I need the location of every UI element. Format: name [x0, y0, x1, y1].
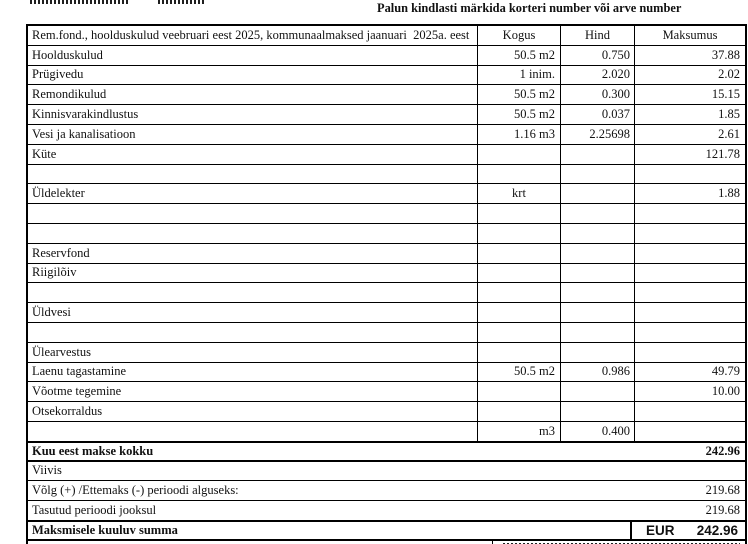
debt-label: Võlg (+) /Ettemaks (-) perioodi alguseks: [32, 483, 239, 498]
cell-maksumus [634, 303, 745, 322]
cell-maksumus [634, 264, 745, 283]
table-row [28, 204, 745, 224]
cell-label: Ülearvestus [32, 344, 92, 359]
cell-maksumus: 37.88 [634, 46, 745, 65]
cell-kogus: 50.5 m2 [477, 85, 560, 104]
cell-hind [560, 323, 634, 342]
cell-kogus [477, 303, 560, 322]
cell-kogus [477, 145, 560, 164]
cell-maksumus: 10.00 [634, 382, 745, 401]
paid-label: Tasutud perioodi jooksul [32, 503, 157, 518]
table-row [28, 165, 745, 185]
cell-hind: 2.25698 [560, 125, 634, 144]
cell-maksumus [634, 224, 745, 243]
cell-label: Üldelekter [32, 186, 85, 201]
amount-due-value: 242.96 [696, 522, 738, 538]
cell-hind [560, 184, 634, 203]
cell-maksumus [634, 244, 745, 263]
cell-label [28, 422, 477, 441]
cell-maksumus: 2.61 [634, 125, 745, 144]
invoice-table [26, 24, 747, 544]
table-row [28, 105, 745, 125]
cell-hind: 0.037 [560, 105, 634, 124]
table-row [28, 125, 745, 145]
cell-hind [560, 283, 634, 302]
cell-label [28, 204, 477, 223]
cell-hind: 0.300 [560, 85, 634, 104]
cell-label: Vesi ja kanalisatioon [32, 126, 136, 141]
cell-maksumus: 121.78 [634, 145, 745, 164]
table-row [28, 382, 745, 402]
table-row [28, 85, 745, 105]
cell-maksumus: 1.85 [634, 105, 745, 124]
cell-label: Hoolduskulud [32, 47, 103, 62]
cell-maksumus: 49.79 [634, 363, 745, 382]
table-row [28, 402, 745, 422]
cell-hind [560, 402, 634, 421]
amount-due-label: Maksmisele kuuluv summa [32, 522, 178, 537]
cell-maksumus: 2.02 [634, 66, 745, 85]
amount-due-box [630, 522, 745, 539]
cell-label: Remondikulud [32, 87, 107, 102]
cell-kogus [477, 382, 560, 401]
cell-label: Laenu tagastamine [32, 364, 127, 379]
viivis-label: Viivis [32, 463, 62, 478]
cell-kogus: krt [477, 184, 560, 203]
cell-label: Riigilõiv [32, 265, 77, 280]
debt-row [28, 481, 745, 501]
cell-label: Üldvesi [32, 305, 71, 320]
cell-label: Otsekorraldus [32, 404, 103, 419]
table-row [28, 145, 745, 165]
cell-kogus [477, 165, 560, 184]
cell-kogus [477, 343, 560, 362]
table-row [28, 66, 745, 86]
header-hind-cell: Hind [560, 26, 634, 45]
currency-label: EUR [646, 522, 675, 538]
cell-hind [560, 145, 634, 164]
cell-kogus [477, 283, 560, 302]
debt-value: 219.68 [705, 483, 740, 498]
cell-kogus: 50.5 m2 [477, 105, 560, 124]
header-kogus-cell: Kogus [477, 26, 560, 45]
cell-label [28, 224, 477, 243]
cell-label [28, 283, 477, 302]
cell-maksumus [634, 422, 745, 441]
cell-maksumus [634, 343, 745, 362]
table-row [28, 422, 745, 442]
table-row [28, 224, 745, 244]
cell-maksumus: 15.15 [634, 85, 745, 104]
cell-kogus [477, 224, 560, 243]
table-header-row [28, 26, 745, 46]
table-row [28, 244, 745, 264]
table-row [28, 363, 745, 383]
table-row [28, 343, 745, 363]
monthly-total-label: Kuu eest makse kokku [32, 443, 154, 458]
cell-kogus [477, 204, 560, 223]
cell-maksumus [634, 402, 745, 421]
cell-hind [560, 303, 634, 322]
cell-hind [560, 204, 634, 223]
cell-kogus [477, 402, 560, 421]
cell-kogus [477, 244, 560, 263]
cell-hind: 0.750 [560, 46, 634, 65]
cell-kogus: 50.5 m2 [477, 363, 560, 382]
cell-kogus: 50.5 m2 [477, 46, 560, 65]
cell-maksumus [634, 323, 745, 342]
payment-notice: Palun kindlasti märkida korteri number või arve number [377, 1, 682, 15]
table-row [28, 184, 745, 204]
cell-label: Võotme tegemine [32, 384, 122, 399]
cell-hind: 0.986 [560, 363, 634, 382]
paid-value: 219.68 [705, 503, 740, 518]
cell-maksumus [634, 165, 745, 184]
table-row [28, 323, 745, 343]
cell-hind: 0.400 [560, 422, 634, 441]
header-maksumus-cell: Maksumus [634, 26, 745, 45]
cell-maksumus [634, 204, 745, 223]
cell-kogus [477, 323, 560, 342]
cell-hind [560, 165, 634, 184]
cell-label [28, 323, 477, 342]
paid-row [28, 501, 745, 521]
table-row [28, 283, 745, 303]
monthly-total-value: 242.96 [705, 443, 740, 458]
clipped-top-number [158, 0, 206, 4]
cell-label: Kinnisvarakindlustus [32, 107, 139, 122]
cell-label: Reservfond [32, 245, 90, 260]
monthly-total-row [28, 442, 745, 462]
cell-kogus: 1.16 m3 [477, 125, 560, 144]
cell-hind: 2.020 [560, 66, 634, 85]
cell-kogus [477, 264, 560, 283]
cell-hind [560, 343, 634, 362]
cell-label: Küte [32, 146, 57, 161]
amount-due-row [28, 521, 745, 541]
table-row [28, 46, 745, 66]
cell-kogus: 1 inim. [477, 66, 560, 85]
header-description-cell: Rem.fond., hoolduskulud veebruari eest 2025, kommunaalmaksed jaanuari 2025a. eest [32, 27, 470, 42]
cell-kogus: m3 [477, 422, 560, 441]
cell-label [28, 165, 477, 184]
cell-hind [560, 264, 634, 283]
cell-hind [560, 382, 634, 401]
cell-maksumus [634, 283, 745, 302]
table-row [28, 303, 745, 323]
viivis-row [28, 462, 745, 482]
cell-label: Prügivedu [32, 67, 84, 82]
cell-hind [560, 244, 634, 263]
cell-hind [560, 224, 634, 243]
clipped-top-text [30, 0, 128, 4]
cell-maksumus: 1.88 [634, 184, 745, 203]
table-row [28, 264, 745, 284]
